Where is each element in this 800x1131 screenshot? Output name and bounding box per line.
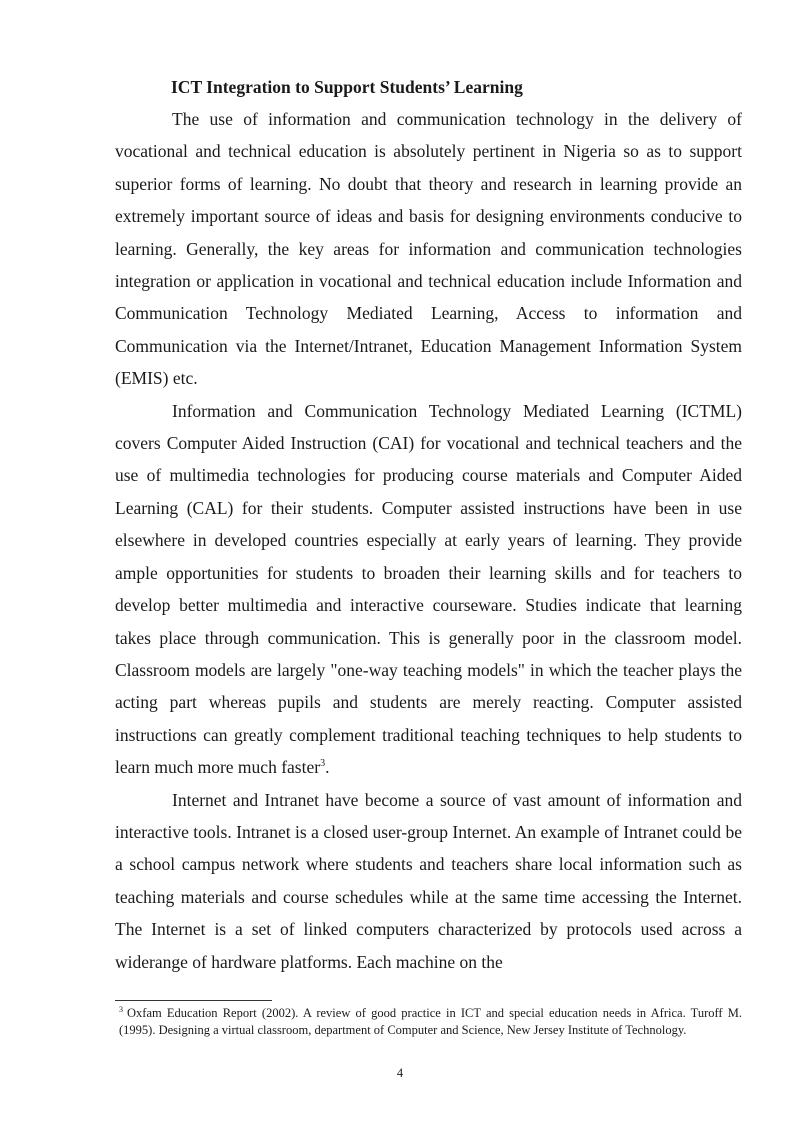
footnote-text: Oxfam Education Report (2002). A review of good practice in ICT and special education needs in Africa. Turoff M. (1995). Designing a virtual classroom, department of Computer and Science, New Jersey Institute of Technology. [119,1006,742,1037]
paragraph-1 [115,103,742,395]
paragraph-3 [115,784,742,978]
footnote-reference: 3 [320,758,326,770]
page-number: 4 [396,1066,404,1080]
body-text [115,103,742,978]
paragraph-2-text: Information and Communication Technology Mediated Learning (ICTML) covers Computer Aided Instruction (CAI) for vocational and technical teachers and the use of multimedia technologies for producing course materials and Computer Aided Learning (CAL) for their students. Computer assisted instructions have been in use elsewhere in developed countries especially at early years of learning. They provide ample opportunities for students to broaden their learning skills and for teachers to develop better multimedia and interactive courseware. Studies indicate that learning takes place through communication. This is generally poor in the classroom model. Classroom models are largely "one-way teaching models" in which the teacher plays the acting part whereas pupils and students are merely reacting. Computer assisted instructions can greatly complement traditional teaching techniques to help students to learn much more much faster [115,400,742,778]
section-heading: ICT Integration to Support Students’ Learning [171,77,523,97]
footnote-separator [115,1000,272,1001]
footnote-marker: 3 [119,1004,123,1014]
paragraph-2-end: . [325,757,330,778]
paragraph-1-text: The use of information and communication technology in the delivery of vocational and technical education is absolutely pertinent in Nigeria so as to support superior forms of learning. No doubt that theory and research in learning provide an extremely important source of ideas and basis for designing environments conducive to learning. Generally, the key areas for information and communication technologies integration or application in vocational and technical education include Information and Communication Technology Mediated Learning, Access to information and Communication via the Internet/Intranet, Education Management Information System (EMIS) etc. [115,109,742,389]
footnote [119,1005,742,1038]
paragraph-3-text: Internet and Intranet have become a source of vast amount of information and interactive tools. Intranet is a closed user-group Internet. An example of Intranet could be a school campus network where students and teachers share local information such as teaching materials and course schedules while at the same time accessing the Internet. The Internet is a set of linked computers characterized by protocols used across a widerange of hardware platforms. Each machine on the [115,789,742,972]
paragraph-2 [115,395,742,784]
